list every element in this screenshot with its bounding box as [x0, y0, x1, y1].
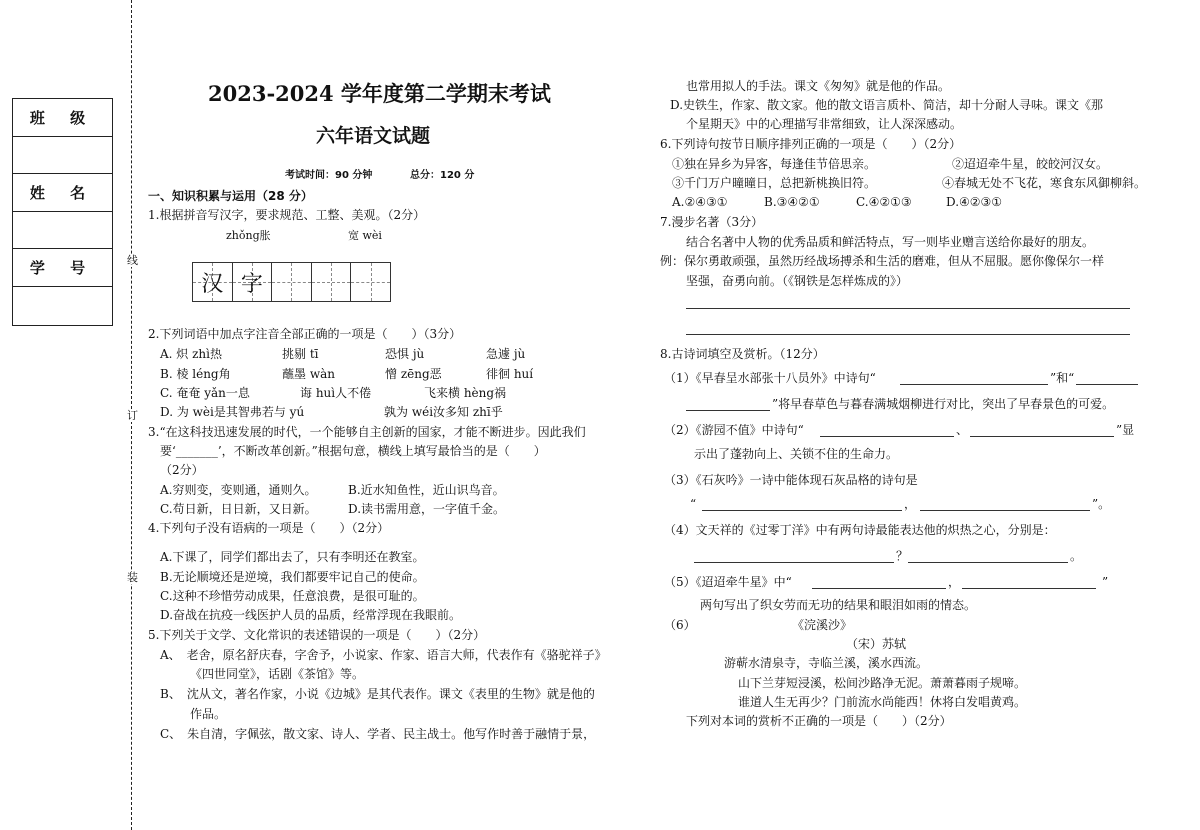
writing-grid [192, 262, 391, 302]
q2-option: 孰为 wéi汝多知 zhī乎 [384, 405, 503, 419]
q8-3-mid: ， [904, 497, 917, 511]
q8-2-mid: 、 [956, 423, 969, 437]
q5-option-c-cont: 也常用拟人的手法。课文《匆匆》就是他的作品。 [686, 79, 951, 93]
q8-1: （1）《早春呈水部张十八员外》中诗句“ [664, 371, 876, 385]
answer-blank[interactable] [812, 588, 946, 589]
q2-option: 恐惧 jù [385, 347, 425, 361]
answer-blank[interactable] [920, 510, 1090, 511]
q8-4-mid: ？ [896, 549, 909, 563]
q8-3: （3）《石灰吟》一诗中能体现石灰品格的诗句是 [664, 473, 918, 487]
q8-4: （4）文天祥的《过零丁洋》中有两句诗最能表达他的炽热之心，分别是： [664, 523, 1056, 537]
q2-option: C. 奄奄 yǎn一息 [160, 386, 250, 400]
question-4: 4.下列句子没有语病的一项是（ ）（2分） [148, 521, 390, 535]
exam-score: 总分：120 分 [410, 170, 475, 181]
q4-option-a: A.下课了，同学们都出去了，只有李明还在教室。 [160, 550, 425, 564]
q8-1-cont: ”将早春草色与暮春满城烟柳进行对比，突出了早春景色的可爱。 [772, 397, 1115, 411]
q8-3-open: “ [690, 497, 697, 511]
q1-pinyin-b: 宽 wèi [348, 229, 382, 242]
grid-cell: 字 [233, 263, 273, 301]
class-field[interactable] [13, 137, 112, 174]
question-6: 6.下列诗句按节日顺序排列正确的一项是（ ）（2分） [660, 137, 962, 151]
q4-option-c: C.这种不珍惜劳动成果，任意浪费，是很可耻的。 [160, 589, 425, 603]
student-info-table [12, 98, 113, 326]
q6-verse-3: ③千门万户曈曈日，总把新桃换旧符。 [672, 176, 877, 190]
q6-verse-4: ④春城无处不飞花，寒食东风御柳斜。 [942, 176, 1147, 190]
answer-blank[interactable] [962, 588, 1096, 589]
grid-cell[interactable] [312, 263, 352, 301]
q8-1-mid: ”和“ [1050, 371, 1075, 385]
answer-blank[interactable] [702, 510, 902, 511]
question-3: 3.“在这科技迅速发展的时代，一个能够自主创新的国家，才能不断进步。因此我们 [148, 425, 586, 439]
q5-option-b-cont: 作品。 [190, 707, 227, 721]
class-label: 班 级 [13, 99, 112, 137]
exam-subtitle: 六年语文试题 [316, 125, 431, 147]
q6-option-d: D.④②③① [946, 195, 1003, 209]
question-5: 5.下列关于文学、文化常识的表述错误的一项是（ ）（2分） [148, 628, 486, 642]
q2-option: 挑剔 tī [282, 347, 319, 361]
binding-mark-bind: 装 [127, 571, 138, 584]
answer-line[interactable] [686, 308, 1130, 309]
q3-option-a: A.穷则变，变则通，通则久。 [160, 483, 317, 497]
q3-option-b: B.近水知鱼性，近山识鸟音。 [348, 483, 505, 497]
q1-pinyin-a: zhǒng胀 [226, 229, 271, 242]
answer-blank[interactable] [686, 410, 770, 411]
q8-5-cont: 两句写出了织女劳而无功的结果和眼泪如雨的情态。 [700, 598, 977, 612]
q8-3-end: ”。 [1092, 497, 1111, 511]
q5-option-c: C、 朱自清，字佩弦，散文家、诗人、学者、民主战士。他写作时善于融情于景， [160, 727, 596, 741]
grid-cell: 汉 [193, 263, 233, 301]
question-3-cont: 要‘_______’，不断改革创新。”根据句意，横线上填写最恰当的是（ ） [160, 444, 546, 458]
q2-option: 蘸墨 wàn [282, 367, 335, 381]
answer-blank[interactable] [694, 562, 894, 563]
q8-6: （6） [664, 618, 696, 632]
answer-blank[interactable] [820, 436, 954, 437]
q8-5-mid: ， [948, 575, 961, 589]
poem-title: 《浣溪沙》 [792, 618, 853, 632]
q7-example-cont: 坚强，奋勇向前。（《钢铁是怎样炼成的》） [686, 274, 909, 288]
q6-verse-1: ①独在异乡为异客，每逢佳节倍思亲。 [672, 157, 877, 171]
q8-4-end: 。 [1070, 549, 1083, 563]
poem-line: 谁道人生无再少？门前流水尚能西！休将白发唱黄鸡。 [738, 695, 1027, 709]
q6-option-b: B.③④②① [764, 195, 820, 209]
q3-option-c: C.苟日新，日日新，又日新。 [160, 502, 317, 516]
q2-option: D. 为 wèi是其智弗若与 yú [160, 405, 305, 419]
poem-line: 游蕲水清泉寺，寺临兰溪，溪水西流。 [724, 656, 929, 670]
q5-option-d: D.史铁生，作家、散文家。他的散文语言质朴、简洁，却十分耐人寻味。课文《那 [670, 98, 1104, 112]
q5-option-a: A、 老舍，原名舒庆春，字舍予，小说家、作家、语言大师，代表作有《骆驼祥子》 [160, 648, 607, 662]
grid-cell[interactable] [272, 263, 312, 301]
q2-option: 急遽 jù [486, 347, 526, 361]
name-label: 姓 名 [13, 174, 112, 212]
question-3-cont: （2分） [160, 463, 204, 477]
q4-option-b: B.无论顺境还是逆境，我们都要牢记自己的使命。 [160, 570, 425, 584]
q5-option-a-cont: 《四世同堂》，话剧《茶馆》等。 [190, 667, 365, 681]
binding-mark-line: 线 [127, 254, 138, 267]
q6-option-c: C.④②①③ [856, 195, 912, 209]
q8-2-end: ”显 [1116, 423, 1135, 437]
answer-blank[interactable] [900, 384, 1048, 385]
student-id-field[interactable] [13, 287, 112, 328]
q2-option: 憎 zēng恶 [385, 367, 442, 381]
exam-title: 2023-2024 学年度第二学期末考试 [208, 81, 551, 106]
q8-6-question: 下列对本词的赏析不正确的一项是（ ）（2分） [686, 714, 952, 728]
q7-prompt: 结合名著中人物的优秀品质和鲜活特点，写一则毕业赠言送给你最好的朋友。 [686, 235, 1095, 249]
q2-option: 徘徊 huí [486, 367, 534, 381]
answer-blank[interactable] [1076, 384, 1138, 385]
question-7: 7.漫步名著（3分） [660, 215, 764, 229]
q2-option: A. 炽 zhì热 [160, 347, 222, 361]
q2-option: B. 棱 léng角 [160, 367, 231, 381]
exam-time: 考试时间：90 分钟 [285, 170, 373, 181]
section-1-heading: 一、知识积累与运用（28 分） [148, 189, 313, 203]
name-field[interactable] [13, 212, 112, 249]
answer-line[interactable] [686, 334, 1130, 335]
answer-blank[interactable] [908, 562, 1068, 563]
q5-option-d-cont: 个星期天》中的心理描写非常细致，让人深深感动。 [686, 117, 963, 131]
q8-2-cont: 示出了蓬勃向上、关锁不住的生命力。 [694, 447, 899, 461]
q6-option-a: A.②④③① [672, 195, 728, 209]
question-1: 1.根据拼音写汉字，要求规范、工整、美观。（2分） [148, 208, 426, 222]
q7-example: 例：保尔勇敢顽强，虽然历经战场搏杀和生活的磨难，但从不屈服。愿你像保尔一样 [660, 254, 1105, 268]
question-2: 2.下列词语中加点字注音全部正确的一项是（ ）（3分） [148, 327, 462, 341]
q5-option-b: B、 沈从文，著名作家，小说《边城》是其代表作。课文《表里的生物》就是他的 [160, 687, 595, 701]
q2-option: 诲 huì人不倦 [300, 386, 372, 400]
q8-2: （2）《游园不值》中诗句“ [664, 423, 804, 437]
poem-line: 山下兰芽短浸溪，松间沙路净无泥。萧萧暮雨子规啼。 [738, 676, 1027, 690]
answer-blank[interactable] [970, 436, 1114, 437]
grid-cell[interactable] [351, 263, 390, 301]
student-id-label: 学 号 [13, 249, 112, 287]
q8-5-end: ” [1102, 575, 1109, 589]
q2-option: 飞来横 hèng祸 [424, 386, 507, 400]
q6-verse-2: ②迢迢牵牛星，皎皎河汉女。 [952, 157, 1109, 171]
q4-option-d: D.奋战在抗疫一线医护人员的品质，经常浮现在我眼前。 [160, 608, 462, 622]
q8-5: （5）《迢迢牵牛星》中“ [664, 575, 792, 589]
question-8: 8.古诗词填空及赏析。（12分） [660, 347, 825, 361]
q3-option-d: D.读书需用意，一字值千金。 [348, 502, 506, 516]
binding-mark-order: 订 [127, 409, 138, 422]
poem-author: （宋）苏轼 [846, 637, 907, 651]
